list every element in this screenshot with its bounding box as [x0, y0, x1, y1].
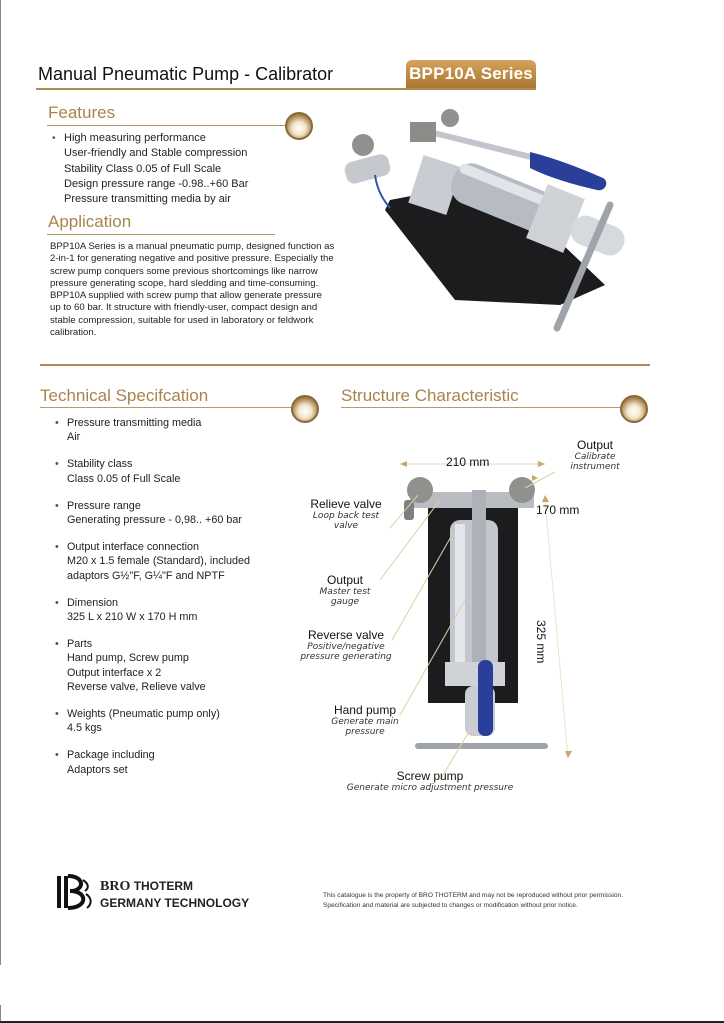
structure-heading: Structure Characteristic	[341, 386, 519, 405]
spec-item	[55, 416, 250, 444]
bullet-icon: •	[55, 749, 59, 762]
page-title: Manual Pneumatic Pump - Calibrator	[38, 64, 334, 84]
diagram-drawing	[300, 440, 650, 810]
spec-label: Parts	[67, 638, 93, 651]
features-list	[52, 131, 248, 207]
pump-icon	[291, 395, 319, 423]
spec-value: Reverse valve, Relieve valve	[67, 680, 206, 693]
callout-desc: Generate main pressure	[331, 717, 399, 737]
bullet-icon: •	[55, 458, 59, 471]
page-edge	[0, 0, 1, 965]
spec-item	[55, 457, 250, 485]
height-dimension: 170 mm	[536, 503, 580, 517]
spec-item	[55, 748, 250, 776]
callout-output-calibrate	[550, 438, 640, 472]
arrow-icon	[400, 461, 407, 467]
cylinder-highlight	[455, 524, 465, 666]
section-divider	[40, 364, 650, 366]
callout-hand-pump	[315, 703, 415, 737]
callout-desc: Loop back test valve	[312, 511, 380, 531]
series-badge: BPP10A Series	[406, 60, 536, 88]
blue-handle	[530, 152, 606, 190]
spec-label: Output interface connection	[67, 541, 200, 554]
lever-block	[410, 122, 436, 142]
callout-name: Reverse valve	[307, 628, 385, 642]
bullet-icon: •	[55, 499, 59, 512]
blue-handle	[478, 660, 493, 736]
callout-output-master	[305, 573, 385, 607]
callout-name: Output	[576, 438, 614, 452]
callout-screw-pump	[340, 769, 520, 793]
spec-label: Weights (Pneumatic pump only)	[67, 708, 220, 721]
application-text: BPP10A Series is a manual pneumatic pump, designed function as 2-in-1 for generating negative and positive pressure. Especially the screw pump conquers some previous shortcomings like narrow pressure generating scope, hard sledding and time-consuming. BPP10A supplied with screw pump that allow generate pressure up to 60 bar. It structure with friendly-user, compact design and stable compression, suitable for used in laboratory or feldwork calibration.	[50, 241, 335, 339]
technical-heading: Technical Specifcation	[40, 386, 209, 405]
spec-label: Pressure range	[67, 499, 141, 512]
application-heading: Application	[48, 212, 132, 231]
callout-name: Hand pump	[333, 703, 397, 717]
product-photo	[335, 100, 645, 340]
bullet-icon: •	[55, 417, 59, 429]
spec-value: Class 0.05 of Full Scale	[67, 472, 181, 485]
spec-value: Generating pressure - 0,98.. +60 bar	[67, 514, 242, 527]
spec-list	[55, 416, 250, 790]
application-rule	[47, 234, 275, 235]
feature-item: High measuring performance	[64, 132, 206, 144]
brand-rest: THOTERM	[133, 879, 194, 893]
brand-name	[100, 879, 193, 895]
bro-logo-icon	[55, 874, 95, 910]
spec-value: M20 x 1.5 female (Standard), included	[67, 555, 251, 568]
callout-name: Screw pump	[396, 769, 464, 783]
gauge-fitting	[509, 477, 535, 503]
center-rod	[472, 490, 486, 680]
arrow-icon	[542, 495, 549, 502]
callout-desc: Calibrate instrument	[570, 452, 620, 472]
bullet-icon: •	[52, 133, 56, 144]
title-rule	[36, 88, 536, 90]
tools-icon	[620, 395, 648, 423]
spec-item	[55, 707, 250, 735]
spec-value: Hand pump, Screw pump	[67, 652, 189, 665]
footer-note	[323, 891, 623, 910]
callout-desc: Master test gauge	[319, 587, 371, 607]
spec-value: adaptors G½"F, G¼"F and NPTF	[67, 569, 225, 582]
length-dim-line	[545, 500, 568, 758]
spec-value: Output interface x 2	[67, 666, 162, 679]
bullet-icon: •	[55, 541, 59, 554]
spec-value: 4.5 kgs	[67, 722, 102, 735]
blue-tube	[375, 175, 390, 208]
gauge-fitting	[441, 109, 459, 127]
callout-name: Relieve valve	[310, 497, 382, 511]
feature-item: Stability Class 0.05 of Full Scale	[64, 162, 222, 175]
spec-value: 325 L x 210 W x 170 H mm	[67, 611, 198, 624]
brand-bold: BRO	[100, 879, 131, 894]
footer-note-line: This catalogue is the property of BRO THOTERM and may not be reproduced without prior permission.	[323, 892, 624, 899]
callout-name: Output	[326, 573, 364, 587]
spec-item	[55, 540, 250, 583]
callout-relieve-valve	[300, 497, 392, 531]
gauge-fitting	[407, 477, 433, 503]
width-dimension: 210 mm	[446, 455, 490, 469]
arrow-icon	[532, 475, 538, 481]
bullet-icon: •	[55, 638, 59, 651]
spec-label: Pressure transmitting media	[67, 417, 202, 429]
callout-desc: Generate micro adjustment pressure	[346, 783, 514, 793]
gauge-fitting	[352, 134, 374, 156]
bullet-icon: •	[55, 708, 59, 721]
side-port	[343, 152, 392, 185]
technical-rule	[40, 407, 296, 408]
callout-desc: Positive/negative pressure generating	[300, 642, 392, 662]
spec-label: Dimension	[67, 596, 119, 609]
spec-value: Adaptors set	[67, 763, 128, 776]
spec-value: Air	[67, 431, 81, 444]
features-heading: Features	[48, 103, 116, 122]
page-edge	[0, 1005, 1, 1021]
arrow-icon	[565, 751, 572, 758]
callout-reverse-valve	[288, 628, 404, 662]
end-block	[445, 662, 505, 686]
spec-item	[55, 596, 250, 624]
spec-item	[55, 637, 250, 694]
feature-item: Pressure transmitting media by air	[64, 193, 231, 206]
footer-note-line: Specification and material are subjected to changes or modification without prior notice.	[323, 901, 578, 909]
arrow-icon	[538, 461, 545, 467]
spec-label: Package including	[67, 749, 155, 762]
features-rule	[47, 125, 287, 126]
length-dimension: 325 mm	[534, 620, 548, 664]
feature-item: Design pressure range -0.98..+60 Bar	[64, 177, 249, 190]
gauge-icon	[285, 112, 313, 140]
lever-arm	[430, 132, 535, 158]
spec-label: Stability class	[67, 458, 133, 471]
feature-item: User-friendly and Stable compression	[64, 147, 248, 160]
bullet-icon: •	[55, 596, 59, 609]
structure-diagram	[300, 440, 650, 810]
brand-tagline: GERMANY TECHNOLOGY	[100, 896, 250, 910]
structure-rule	[341, 407, 623, 408]
spec-item	[55, 499, 250, 527]
